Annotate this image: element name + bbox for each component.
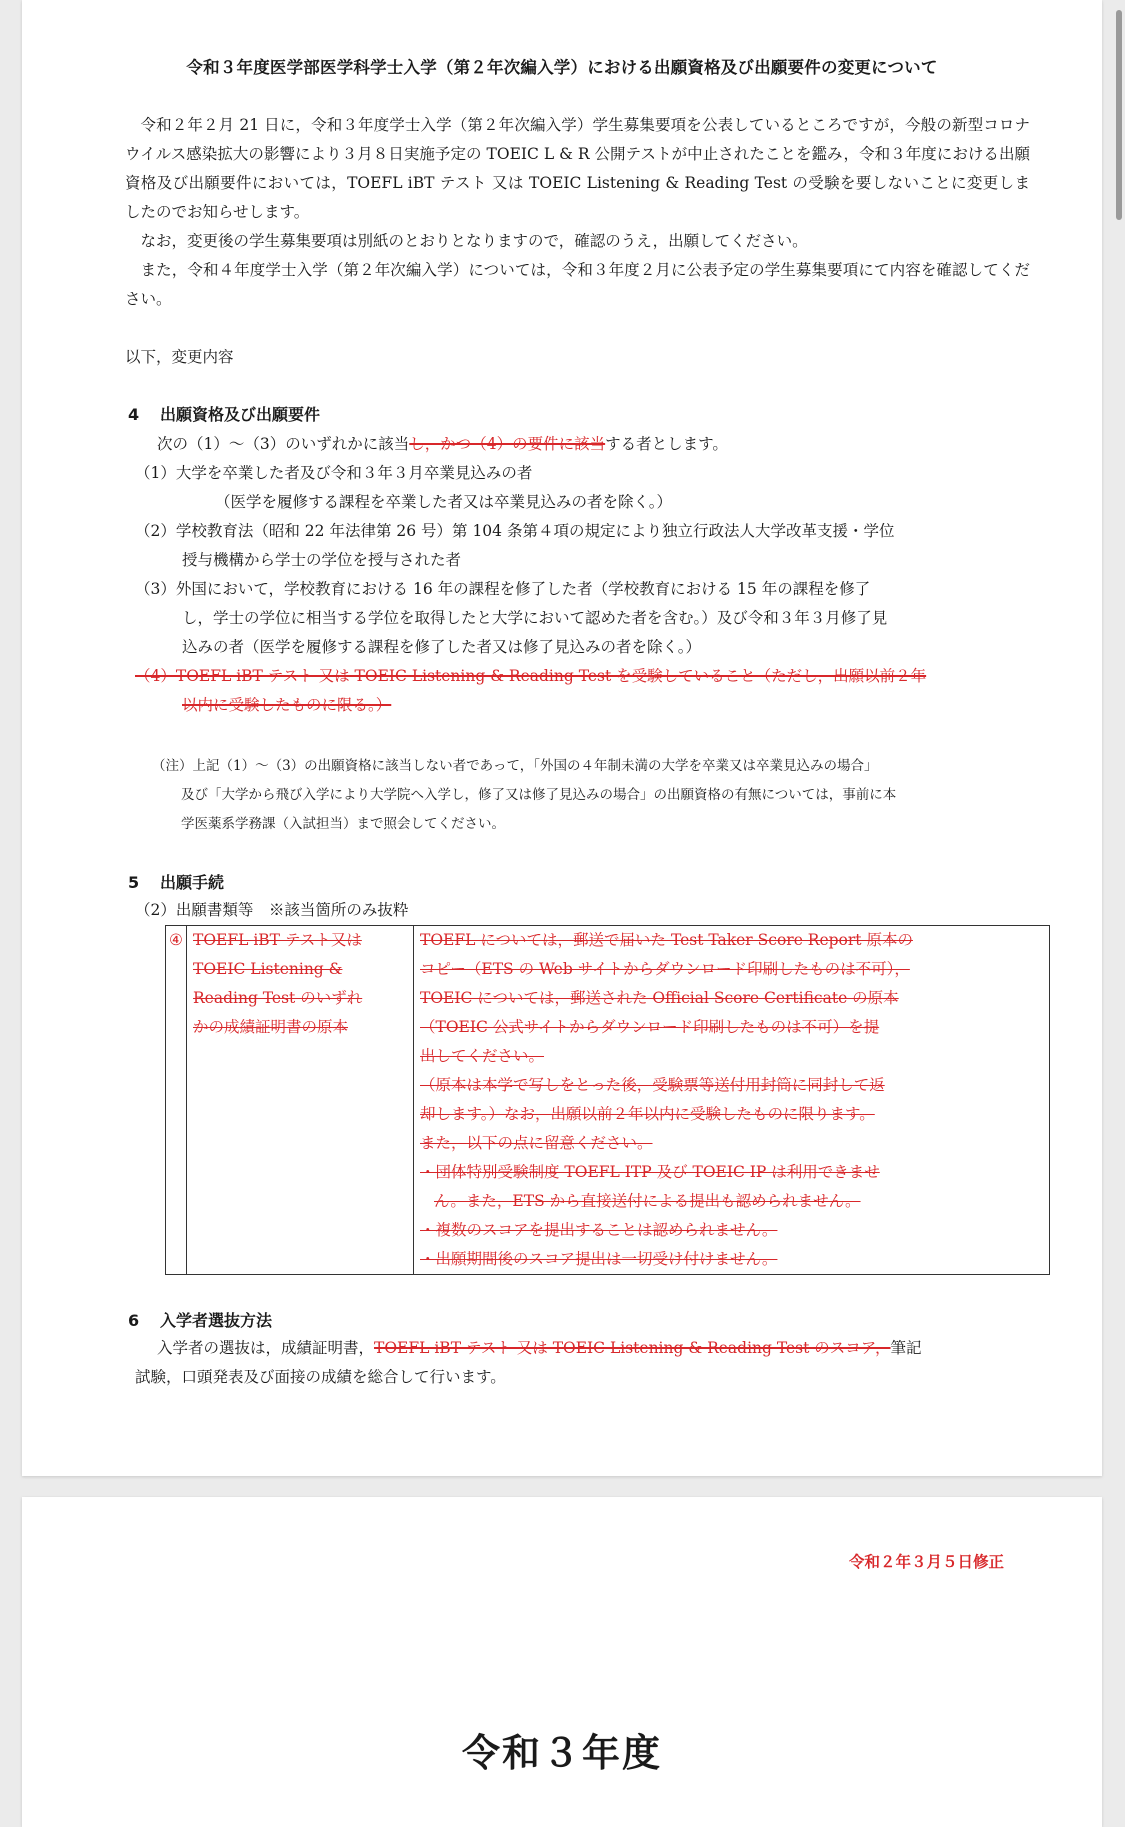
description-line: TOEFL については，郵送で届いた Test Taker Score Report 原本の xyxy=(420,931,913,949)
document-name-cell xyxy=(187,926,414,1275)
document-page-1 xyxy=(22,0,1102,1476)
changes-label: 以下，変更内容 xyxy=(125,348,234,366)
description-line: ん。また，ETS から直接送付による提出も認められません。 xyxy=(434,1192,861,1210)
description-line: 却します。）なお，出願以前２年以内に受験したものに限ります。 xyxy=(420,1105,875,1123)
document-page-2 xyxy=(22,1497,1102,1827)
description-line: ・出願期間後のスコア提出は一切受け付けません。 xyxy=(420,1250,778,1268)
section-4-note: （注）上記（1）～（3）の出願資格に該当しない者であって，「外国の４年制未満の大学を卒業又は卒業見込みの場合」 及び「大学から飛び入学により大学院へ入学し，修了又は修了見込みの場合」の出願資格の有無については，事前に本 学医薬系学務課（入試担当）まで照会してください。 xyxy=(152,758,897,832)
qualification-2-line-2: 授与機構から学士の学位を授与された者 xyxy=(182,551,462,569)
section-6-line-2: 試験，口頭発表及び面接の成績を総合して行います。 xyxy=(135,1368,506,1386)
description-line: （TOEIC 公式サイトからダウンロード印刷したものは不可）を提 xyxy=(420,1018,880,1036)
page-2-title: 令和３年度 xyxy=(461,1731,662,1775)
vertical-scrollbar[interactable] xyxy=(1116,10,1122,220)
revision-date: 令和２年３月５日修正 xyxy=(848,1553,1004,1571)
document-name-line: TOEFL iBT テスト又は xyxy=(193,931,362,949)
document-name-line: かの成績証明書の原本 xyxy=(193,1018,349,1036)
qualification-3-line-1: （3）外国において，学校教育における 16 年の課程を修了した者（学校教育における 15 年の課程を修了 xyxy=(135,580,871,598)
document-name-line: Reading Test のいずれ xyxy=(193,989,363,1007)
struck-condition: し，かつ（4）の要件に該当 xyxy=(409,435,606,453)
row-number: ④ xyxy=(166,926,187,1275)
intro-paragraph-2: なお，変更後の学生募集要項は別紙のとおりとなりますので，確認のうえ，出願してください。 xyxy=(140,232,808,250)
intro-text xyxy=(125,111,1030,314)
intro-paragraph-3: また，令和４年度学士入学（第２年次編入学）については，令和３年度２月に公表予定の学生募集要項にて内容を確認してください。 xyxy=(125,261,1030,308)
intro-paragraph-1: 令和２年２月 21 日に，令和３年度学士入学（第２年次編入学）学生募集要項を公表しているところですが，今般の新型コロナウイルス感染拡大の影響により３月８日実施予定の TOEIC L & R 公開テストが中止されたことを鑑み，令和３年度における出願資格及び出願要件においては，TOEFL iBT テスト 又は TOEIC Listening & Reading Test の受験を要しないことに変更しましたのでお知らせします。 xyxy=(125,116,1030,221)
document-description-cell xyxy=(414,926,1050,1275)
description-line: コピー（ETS の Web サイトからダウンロード印刷したものは不可）， xyxy=(420,960,910,978)
table-row xyxy=(166,926,1050,1275)
description-line: （原本は本学で写しをとった後，受験票等送付用封筒に同封して返 xyxy=(420,1076,885,1094)
description-line: ・団体特別受験制度 TOEFL ITP 及び TOEIC IP は利用できませ xyxy=(420,1163,880,1181)
struck-score-requirement: TOEFL iBT テスト 又は TOEIC Listening & Reading Test のスコア， xyxy=(374,1339,891,1357)
section-6-heading: 6 入学者選抜方法 xyxy=(128,1311,273,1330)
qualification-3-line-2: し，学士の学位に相当する学位を取得したと大学において認めた者を含む。）及び令和３年３月修了見 xyxy=(182,609,888,627)
section-5-heading: 5 出願手続 xyxy=(128,873,225,892)
qualification-2-line-1: （2）学校教育法（昭和 22 年法律第 26 号）第 104 条第４項の規定により独立行政法人大学改革支援・学位 xyxy=(135,522,895,540)
description-line: また，以下の点に留意ください。 xyxy=(420,1134,653,1152)
description-line: ・複数のスコアを提出することは認められません。 xyxy=(420,1221,778,1239)
description-line: 出してください。 xyxy=(420,1047,545,1065)
qualification-1-line-2: （医学を履修する課程を卒業した者又は卒業見込みの者を除く。） xyxy=(215,493,672,511)
documents-table xyxy=(165,925,1050,1275)
document-title: 令和３年度医学部医学科学士入学（第２年次編入学）における出願資格及び出願要件の変更について xyxy=(186,58,938,77)
section-6-line-1: 入学者の選抜は，成績証明書，TOEFL iBT テスト 又は TOEIC Listening & Reading Test のスコア，筆記 xyxy=(157,1339,922,1357)
section-5-subheading: （2）出願書類等 ※該当箇所のみ抜粋 xyxy=(135,901,409,919)
description-line: TOEIC については，郵送された Official Score Certificate の原本 xyxy=(420,989,899,1007)
section-4-lead: 次の（1）～（3）のいずれかに該当し，かつ（4）の要件に該当する者とします。 xyxy=(157,435,728,453)
document-name-line: TOEIC Listening & xyxy=(193,960,343,978)
qualification-1-line-1: （1）大学を卒業した者及び令和３年３月卒業見込みの者 xyxy=(135,464,533,482)
section-4-heading: 4 出願資格及び出願要件 xyxy=(128,405,321,424)
struck-qualification-4-line-1: （4）TOEFL iBT テスト 又は TOEIC Listening & Reading Test を受験していること（ただし，出願以前２年 xyxy=(135,667,927,685)
struck-qualification-4-line-2: 以内に受験したものに限る。） xyxy=(182,696,392,714)
qualification-3-line-3: 込みの者（医学を履修する課程を修了した者又は修了見込みの者を除く。） xyxy=(182,638,701,656)
